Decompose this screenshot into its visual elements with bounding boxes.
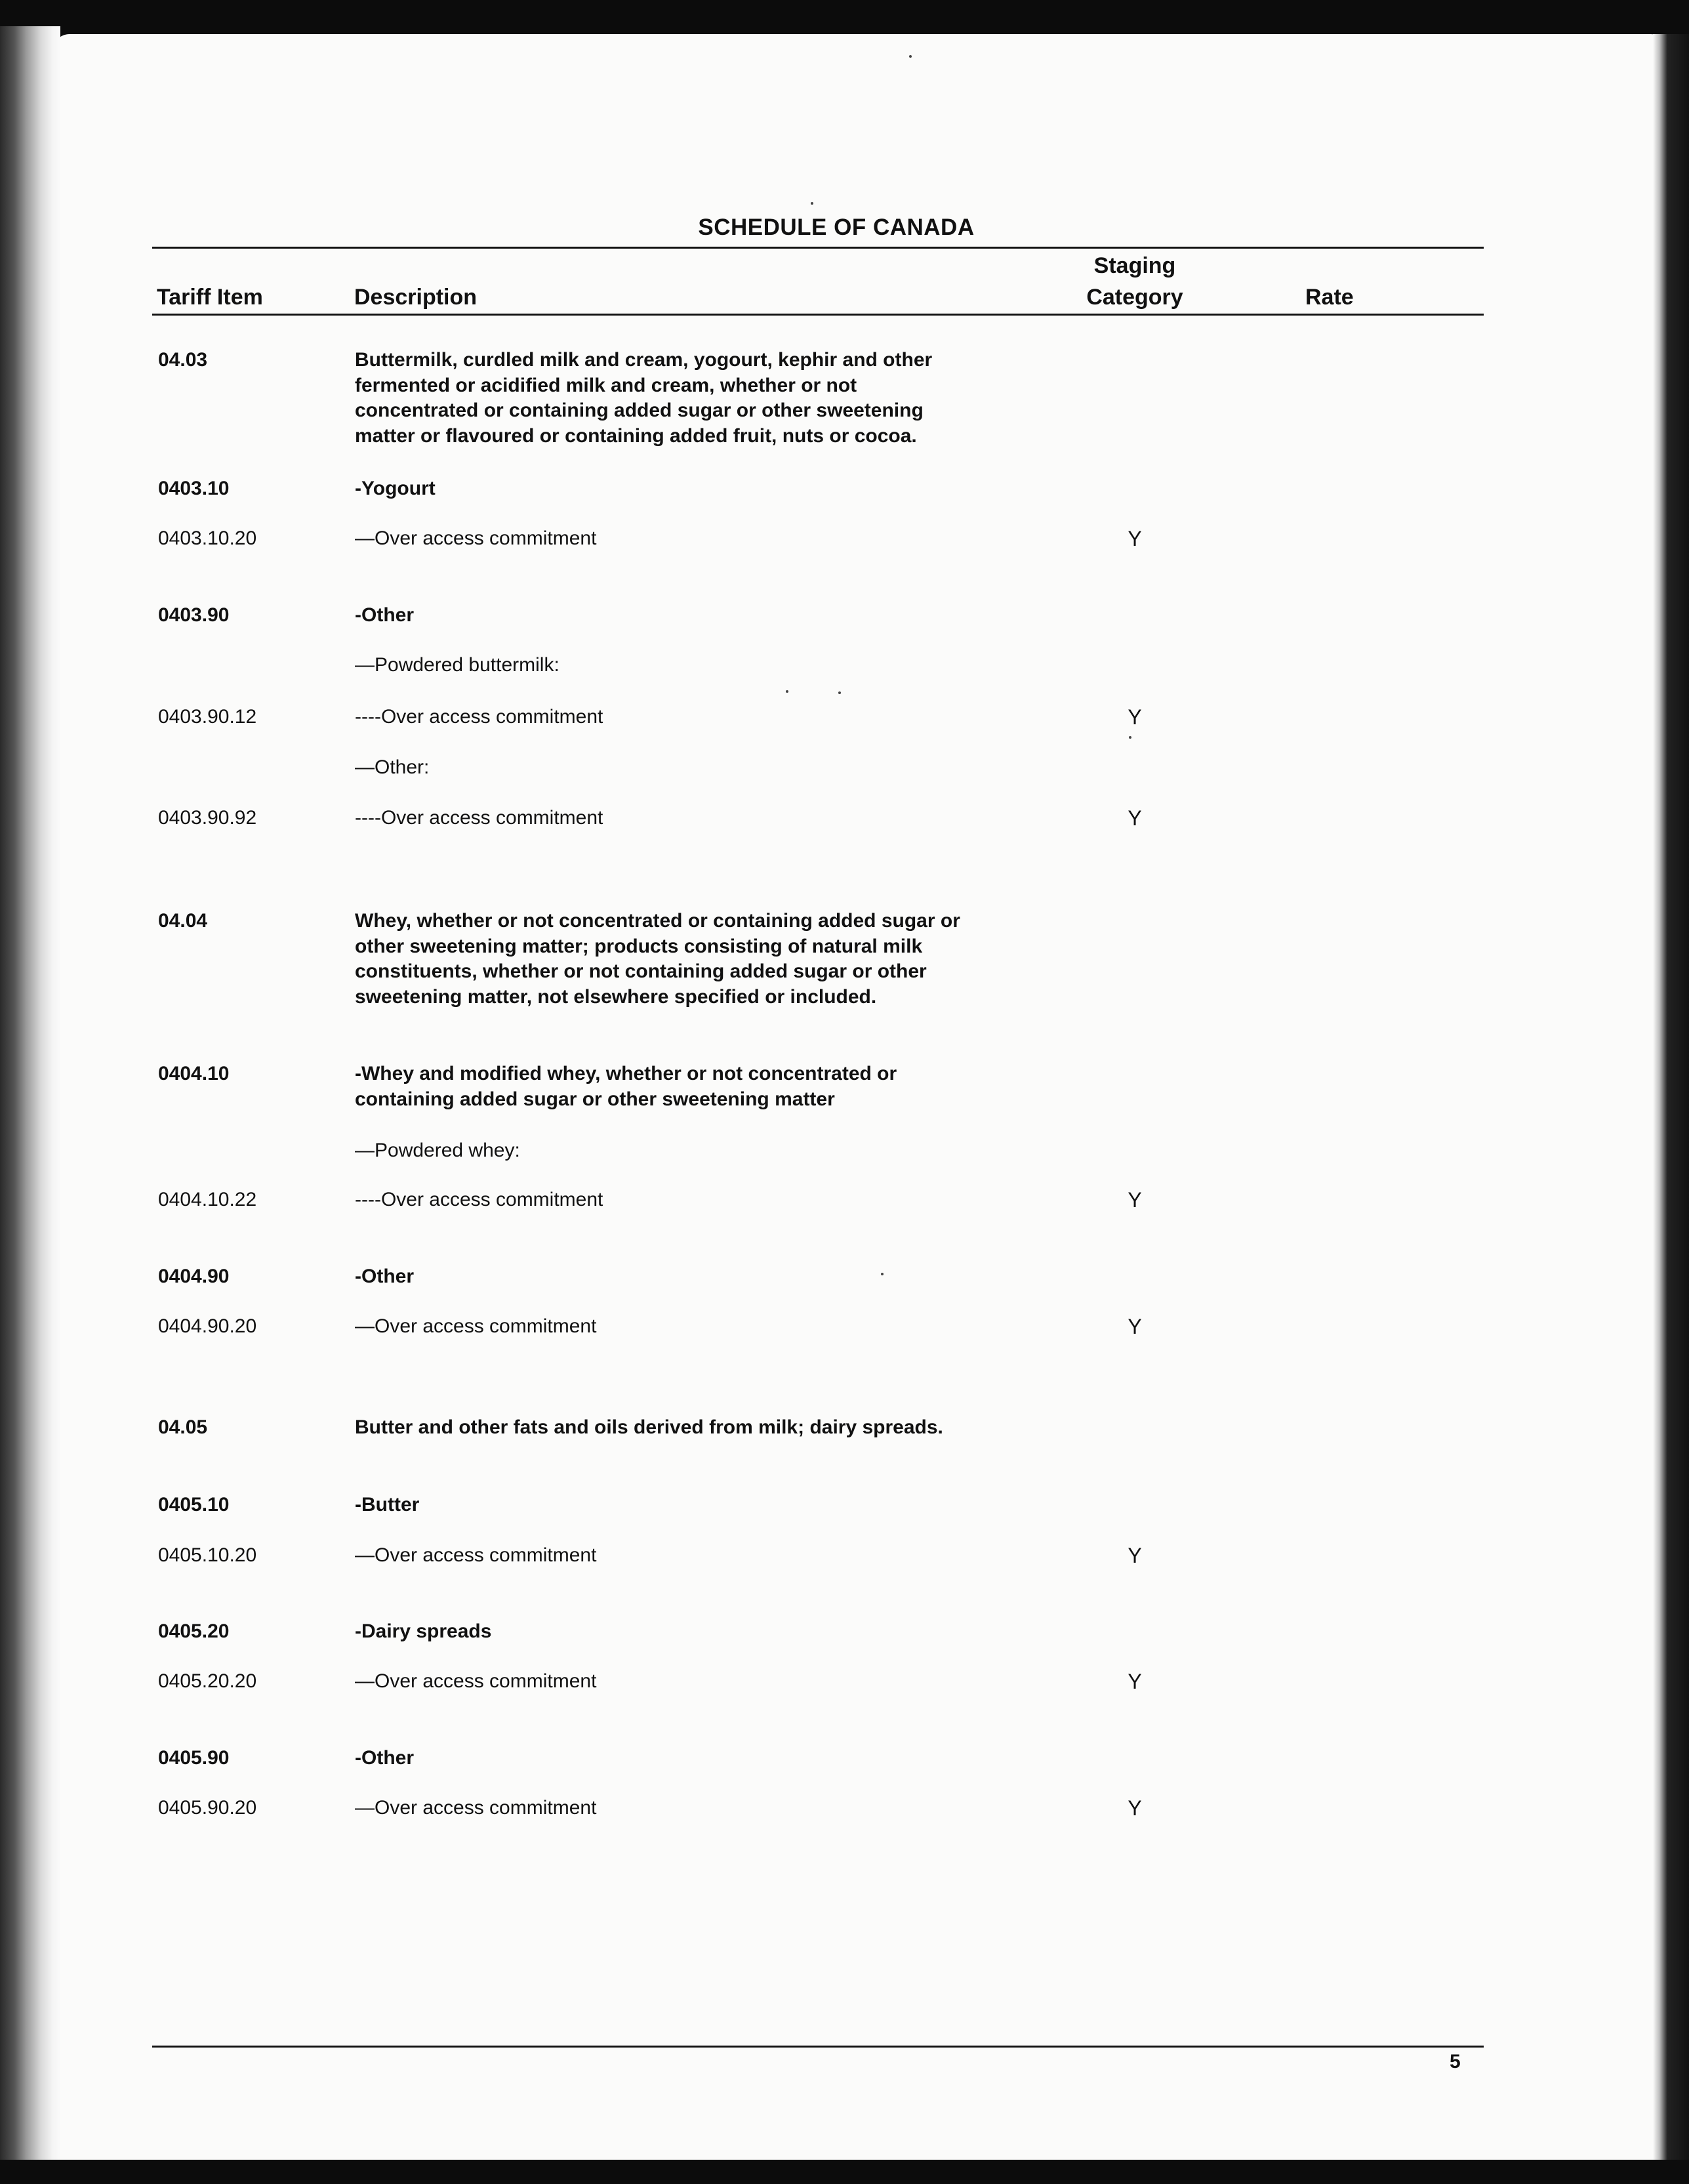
- tariff-item-code: 04.05: [158, 1416, 208, 1438]
- tariff-item-code: 0404.10: [158, 1063, 230, 1084]
- tariff-item-code: 0404.90.20: [158, 1315, 257, 1337]
- tariff-item-code: 0403.10: [158, 478, 230, 499]
- tariff-item-code: 0405.90.20: [158, 1797, 257, 1819]
- tariff-item-description: Butter and other fats and oils derived from milk; dairy spreads.: [355, 1416, 943, 1438]
- tariff-item-code: 0403.90.92: [158, 807, 257, 829]
- scan-speck: [811, 202, 813, 205]
- tariff-item-description: -Other: [355, 1266, 414, 1287]
- staging-category-value: Y: [1128, 1544, 1142, 1567]
- tariff-item-description: -Other: [355, 604, 414, 626]
- staging-category-value: Y: [1128, 527, 1142, 550]
- tariff-item-code: 0405.10: [158, 1494, 230, 1515]
- staging-category-value: Y: [1128, 1796, 1142, 1820]
- scan-speck: [838, 691, 841, 694]
- staging-category-value: Y: [1128, 1670, 1142, 1693]
- tariff-item-description: —Over access commitment: [355, 1544, 597, 1566]
- header-description: Description: [354, 285, 478, 310]
- header-staging-line1: Staging: [1093, 253, 1176, 278]
- tariff-item-description: -Whey and modified whey, whether or not concentrated or containing added sugar or other sweetening matter: [355, 1063, 897, 1110]
- tariff-item-description: —Over access commitment: [355, 1670, 597, 1692]
- scan-speck: [1129, 736, 1131, 739]
- tariff-item-code: 0404.10.22: [158, 1189, 257, 1210]
- tariff-item-code: 0405.20: [158, 1620, 230, 1642]
- tariff-item-description: ----Over access commitment: [355, 1189, 603, 1210]
- tariff-item-code: 0404.90: [158, 1266, 230, 1287]
- tariff-item-description: —Over access commitment: [355, 1315, 597, 1337]
- staging-category-value: Y: [1128, 705, 1142, 729]
- tariff-item-description: -Dairy spreads: [355, 1620, 492, 1642]
- header-rule: [152, 314, 1484, 316]
- staging-category-value: Y: [1128, 806, 1142, 830]
- tariff-item-code: 0403.90: [158, 604, 230, 626]
- tariff-item-description: —Powdered whey:: [355, 1140, 520, 1161]
- tariff-item-code: 0403.90.12: [158, 706, 257, 728]
- tariff-item-description: ----Over access commitment: [355, 807, 603, 829]
- tariff-item-description: ----Over access commitment: [355, 706, 603, 728]
- tariff-item-description: —Other:: [355, 756, 430, 778]
- staging-category-value: Y: [1128, 1188, 1142, 1212]
- header-rate: Rate: [1305, 285, 1354, 310]
- tariff-item-description: —Over access commitment: [355, 527, 597, 549]
- header-staging-line2: Category: [1086, 285, 1183, 310]
- header-tariff-item: Tariff Item: [157, 285, 263, 310]
- tariff-item-description: -Yogourt: [355, 478, 436, 499]
- tariff-item-code: 0403.10.20: [158, 527, 257, 549]
- scan-left-binding-edge: [0, 26, 60, 2184]
- scan-bottom-border: [0, 2160, 1689, 2184]
- tariff-item-description: Whey, whether or not concentrated or containing added sugar or other sweetening matter; products consisting of natural milk constituents, whether or not containing added sugar or other sweetening matter, not elsewhere specified or included.: [355, 910, 960, 1008]
- tariff-item-description: Buttermilk, curdled milk and cream, yogourt, kephir and other fermented or acidified milk and cream, whether or not concentrated or containing added sugar or other sweetening matter or flavoured or containing added fruit, nuts or cocoa.: [355, 349, 933, 447]
- document-title: SCHEDULE OF CANADA: [698, 215, 975, 240]
- tariff-item-description: -Other: [355, 1747, 414, 1769]
- tariff-item-code: 04.04: [158, 910, 208, 932]
- tariff-item-description: -Butter: [355, 1494, 420, 1515]
- scan-speck: [909, 55, 912, 58]
- tariff-item-code: 0405.20.20: [158, 1670, 257, 1692]
- scan-right-page-curl: [1653, 34, 1689, 2184]
- staging-category-value: Y: [1128, 1315, 1142, 1338]
- tariff-item-code: 04.03: [158, 349, 208, 371]
- tariff-item-code: 0405.90: [158, 1747, 230, 1769]
- title-rule: [152, 247, 1484, 249]
- footer-rule: [152, 2046, 1484, 2048]
- tariff-item-description: —Powdered buttermilk:: [355, 654, 560, 676]
- page-number: 5: [1450, 2051, 1461, 2072]
- scan-speck: [786, 690, 788, 693]
- tariff-item-description: —Over access commitment: [355, 1797, 597, 1819]
- tariff-item-code: 0405.10.20: [158, 1544, 257, 1566]
- scan-speck: [881, 1273, 884, 1275]
